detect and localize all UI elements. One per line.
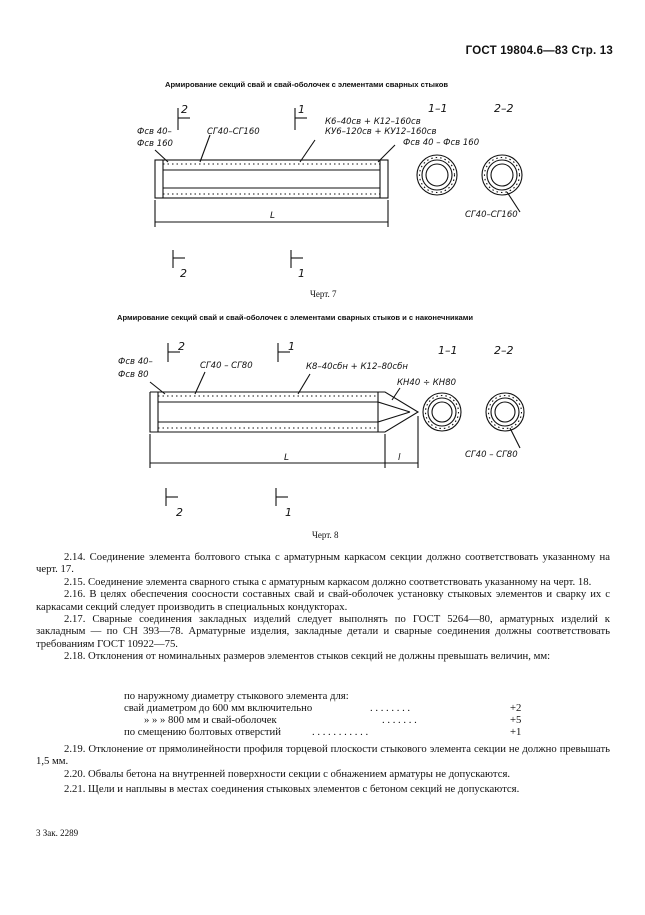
figure7-section-22-label: 2–2 xyxy=(494,102,514,115)
figure8-label-fsv-top: Фсв 40– xyxy=(118,357,153,367)
figure7-mark-1-top: 1 xyxy=(298,103,305,116)
figure7-length-label: L xyxy=(270,211,276,221)
figure8-label-kn: КН40 ÷ КН80 xyxy=(397,378,457,388)
tolerance-row-dots: . . . . . . . . . . . xyxy=(312,726,369,738)
figure8-mark-1-top: 1 xyxy=(288,340,295,353)
figure8-label-sg-section: СГ40 – СГ80 xyxy=(465,450,518,460)
tolerance-row-label: » » » 800 мм и свай-оболочек xyxy=(144,714,277,726)
tolerance-row-label: свай диаметром до 600 мм включительно xyxy=(124,702,313,714)
figure7-mark-1-bottom: 1 xyxy=(298,267,305,280)
figure7-section-11-label: 1–1 xyxy=(428,102,448,115)
figure7-label-sg-section: СГ40–СГ160 xyxy=(465,210,518,220)
tolerance-row-value: +1 xyxy=(510,726,522,738)
figure7-label-k6: К6–40св + К12–160св xyxy=(325,117,421,127)
figure7-label-fsv-top: Фсв 40– xyxy=(137,127,172,137)
body-text xyxy=(36,551,610,663)
paragraph-2-14: 2.14. Соединение элемента болтового стыка с арматурным каркасом секции должно соответствовать указанному на черт. 17. xyxy=(36,551,610,576)
tolerance-row-dots: . . . . . . . xyxy=(382,714,417,726)
figure7-mark-2-top: 2 xyxy=(181,103,188,116)
paragraph-2-21: 2.21. Щели и наплывы в местах соединения стыковых элементов с бетоном секций не допускаются. xyxy=(64,783,520,796)
figure8-mark-2-bottom: 2 xyxy=(176,506,183,519)
figure7-label-fsv-right: Фсв 40 – Фсв 160 xyxy=(403,138,480,148)
page-footer: 3 Зак. 2289 xyxy=(36,828,79,838)
paragraph-2-19: 2.19. Отклонение от прямолинейности профиля торцевой плоскости стыкового элемента секции не должно превышать 1,5 мм. xyxy=(36,743,610,768)
figure7-label-sg: СГ40–СГ160 xyxy=(207,127,260,137)
paragraph-2-17: 2.17. Сварные соединения закладных изделий следует выполнять по ГОСТ 5264—80, арматурных изделий к закладным — по СН 393—78. Арматурные изделия, закладные детали и сварные соединения должны соответствовать требованиям ГОСТ 10922—75. xyxy=(36,613,610,650)
figure8-length-label: L xyxy=(284,453,290,463)
page-header: ГОСТ 19804.6—83 Стр. 13 xyxy=(465,45,613,57)
figure8-section-11-label: 1–1 xyxy=(438,344,458,357)
tolerances-intro: по наружному диаметру стыкового элемента для: xyxy=(124,690,349,702)
figure8-section-2-outer xyxy=(486,393,524,431)
figure8-label-sg: СГ40 – СГ80 xyxy=(200,361,253,371)
paragraph-2-20: 2.20. Обвалы бетона на внутренней поверхности секции с обнажением арматуры не допускаются. xyxy=(64,767,511,780)
figure8-label: Черт. 8 xyxy=(312,530,339,540)
figure8-tip-length-label: l xyxy=(398,453,401,463)
paragraph-2-16: 2.16. В целях обеспечения соосности составных свай и свай-оболочек установку стыковых элементов и сварку их с каркасами секций следует производить в специальных кондукторах. xyxy=(36,588,610,613)
figure7-caption: Армирование секций свай и свай-оболочек с элементами сварных стыков xyxy=(165,80,449,89)
figure7-label-ku6: КУ6–120св + КУ12–160св xyxy=(325,127,437,137)
body-text-2 xyxy=(36,743,610,796)
tolerances-list xyxy=(0,690,645,740)
paragraph-2-15: 2.15. Соединение элемента сварного стыка с арматурным каркасом должно соответствовать указанному на черт. 18. xyxy=(64,575,592,588)
figure8-mark-1-bottom: 1 xyxy=(285,506,292,519)
figure7-mark-2-bottom: 2 xyxy=(180,267,187,280)
figure8-caption: Армирование секций свай и свай-оболочек с элементами сварных стыков и с наконечниками xyxy=(117,313,474,322)
tolerance-row-dots: . . . . . . . . xyxy=(370,702,411,714)
figure8-label-k8: К8–40сбн + К12–80сбн xyxy=(306,362,408,372)
tolerance-row-value: +5 xyxy=(510,714,522,726)
figure8-section-1-outer xyxy=(423,393,461,431)
figure8-mark-2-top: 2 xyxy=(178,340,185,353)
tolerance-row-label: по смещению болтовых отверстий xyxy=(124,726,281,738)
figure7-label-fsv-bottom: Фсв 160 xyxy=(137,139,173,149)
figure8-label-fsv-bottom: Фсв 80 xyxy=(118,370,149,380)
figure8-section-22-label: 2–2 xyxy=(494,344,514,357)
paragraph-2-18: 2.18. Отклонения от номинальных размеров элементов стыков секций не должны превышать величин, мм: xyxy=(64,650,551,663)
figure7-label: Черт. 7 xyxy=(310,289,337,299)
tolerance-row-value: +2 xyxy=(510,702,522,714)
